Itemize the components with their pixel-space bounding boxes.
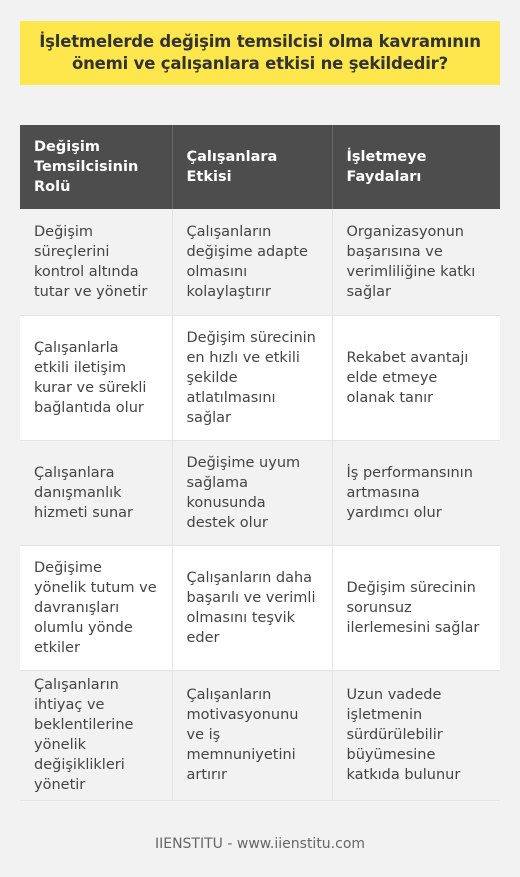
table-cell: Çalışanların değişime adapte olmasını kolaylaştırır: [172, 209, 332, 315]
column-header-employee-effect: Çalışanlara Etkisi: [172, 125, 332, 209]
table-cell: Değişime yönelik tutum ve davranışları olumlu yönde etkiler: [20, 545, 172, 670]
table-header-row: [20, 125, 500, 209]
table-cell: İş performansının artmasına yardımcı olur: [332, 440, 500, 545]
table-row: [20, 315, 500, 440]
table-cell: Değişim sürecinin sorunsuz ilerlemesini sağlar: [332, 545, 500, 670]
table-cell: Uzun vadede işletmenin sürdürülebilir büyümesine katkıda bulunur: [332, 670, 500, 800]
table-cell: Değişim sürecinin en hızlı ve etkili şekilde atlatılmasını sağlar: [172, 315, 332, 440]
table-cell: Organizasyonun başarısına ve verimliliğine katkı sağlar: [332, 209, 500, 315]
footer-credit: IIENSTITU - www.iienstitu.com: [154, 836, 366, 852]
table-cell: Çalışanların daha başarılı ve verimli olmasını teşvik eder: [172, 545, 332, 670]
table-cell: Değişime uyum sağlama konusunda destek olur: [172, 440, 332, 545]
table-cell: Rekabet avantajı elde etmeye olanak tanır: [332, 315, 500, 440]
table-row: [20, 440, 500, 545]
table-row: [20, 545, 500, 670]
column-header-business-benefit: İşletmeye Faydaları: [332, 125, 500, 209]
table-cell: Çalışanlarla etkili iletişim kurar ve sürekli bağlantıda olur: [20, 315, 172, 440]
table-row: [20, 209, 500, 315]
title-banner: [20, 21, 500, 85]
column-header-role: Değişim Temsilcisinin Rolü: [20, 125, 172, 209]
comparison-table: [20, 125, 500, 801]
table-cell: Değişim süreçlerini kontrol altında tutar ve yönetir: [20, 209, 172, 315]
table-cell: Çalışanların ihtiyaç ve beklentilerine yönelik değişiklikleri yönetir: [20, 670, 172, 800]
page-title: İşletmelerde değişim temsilcisi olma kavramının önemi ve çalışanlara etkisi ne şekildedir?: [39, 32, 481, 73]
table-cell: Çalışanların motivasyonunu ve iş memnuniyetini artırır: [172, 670, 332, 800]
table-cell: Çalışanlara danışmanlık hizmeti sunar: [20, 440, 172, 545]
table-row: [20, 670, 500, 800]
